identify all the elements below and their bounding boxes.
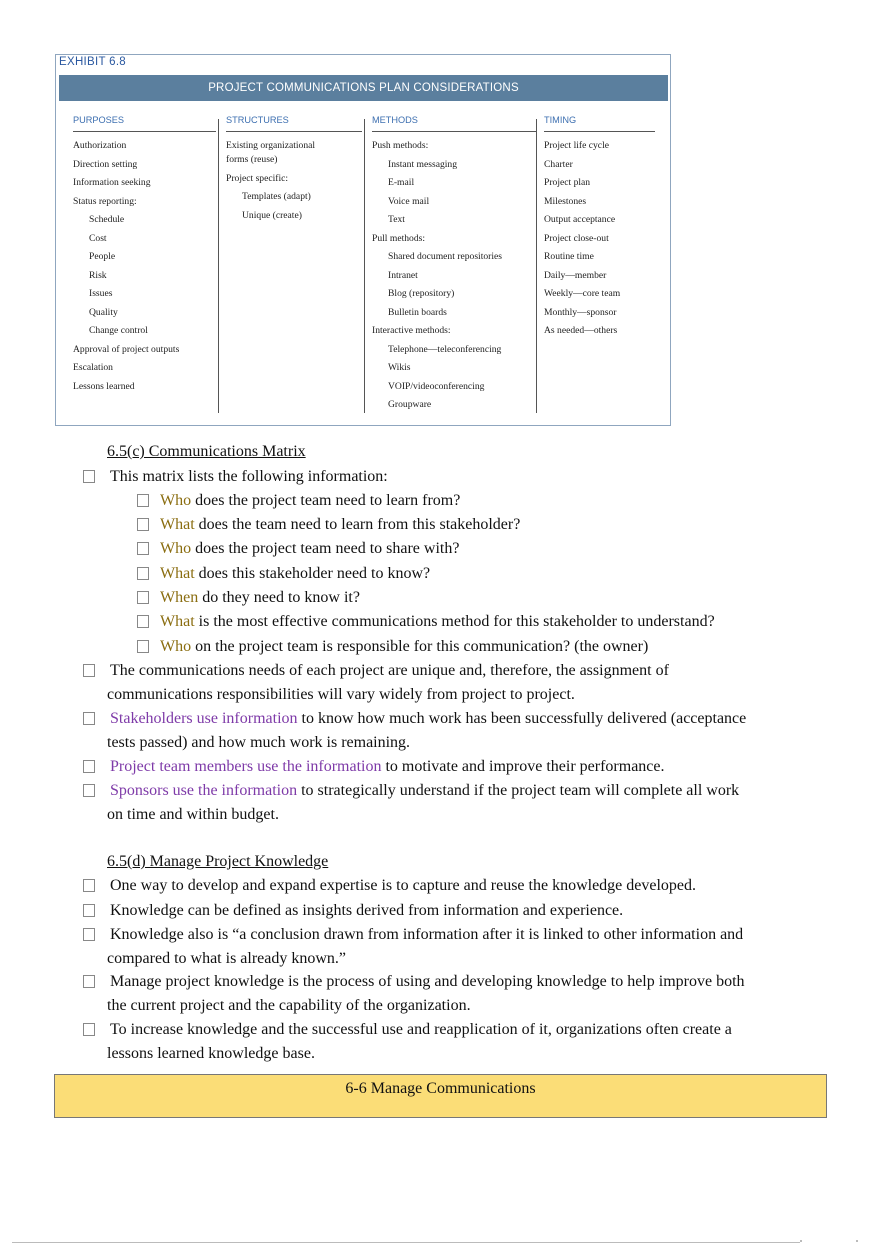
bullet-icon (83, 470, 95, 483)
paragraph-line: tests passed) and how much work is remaining. (107, 734, 411, 751)
structure-item: Unique (create) (242, 209, 302, 221)
question-text: do they need to know it? (198, 589, 360, 606)
footer-rule (12, 1242, 800, 1243)
section-heading-manage-project-knowledge: 6.5(d) Manage Project Knowledge (107, 853, 329, 870)
matrix-intro: This matrix lists the following information: (110, 468, 388, 485)
matrix-question (160, 564, 430, 583)
purpose-item: Information seeking (73, 177, 151, 188)
paragraph-line (110, 757, 665, 776)
purposes-header: PURPOSES (73, 115, 216, 132)
paragraph-line: Knowledge can be defined as insights derived from information and experience. (110, 902, 624, 919)
highlight-phrase: Project team members use the information (110, 758, 382, 775)
column-divider (536, 119, 537, 413)
method-item: Shared document repositories (388, 251, 503, 262)
bullet-icon (83, 928, 95, 941)
section-heading-communications-matrix: 6.5(c) Communications Matrix (107, 443, 306, 460)
exhibit-label: EXHIBIT 6.8 (59, 56, 127, 68)
method-item: Blog (repository) (388, 288, 455, 299)
paragraph-text: to know how much work has been successfully delivered (acceptance (297, 710, 747, 727)
structure-item: forms (reuse) (226, 154, 278, 165)
paragraph-line: on time and within budget. (107, 806, 279, 823)
bullet-icon (137, 542, 149, 555)
paragraph-line: communications responsibilities will vary widely from project to project. (107, 686, 575, 703)
purpose-item: Quality (89, 306, 118, 318)
method-item: Push methods: (372, 140, 429, 151)
question-text: on the project team is responsible for this communication? (the owner) (191, 638, 649, 655)
method-item: Instant messaging (388, 158, 458, 170)
bullet-icon (137, 615, 149, 628)
purpose-item: Risk (89, 269, 107, 281)
purpose-item: Cost (89, 232, 107, 244)
method-item: Interactive methods: (372, 325, 451, 336)
paragraph-text: to motivate and improve their performance. (381, 758, 665, 775)
methods-header: METHODS (372, 115, 536, 132)
timing-item: Charter (544, 158, 573, 170)
paragraph-line: Knowledge also is “a conclusion drawn from information after it is linked to other information and (110, 926, 744, 943)
method-item: Pull methods: (372, 232, 426, 244)
purpose-item: Authorization (73, 140, 127, 151)
question-text: does the project team need to share with? (191, 540, 460, 557)
paragraph-line: Manage project knowledge is the process of using and developing knowledge to help improve both (110, 973, 745, 990)
purpose-item: Issues (89, 288, 113, 299)
method-item: Text (388, 214, 405, 225)
highlight-phrase: Sponsors use the information (110, 782, 298, 799)
question-text: does the team need to learn from this stakeholder? (194, 516, 521, 533)
method-item: Intranet (388, 269, 418, 281)
bullet-icon (137, 567, 149, 580)
matrix-question (160, 637, 648, 656)
footer-dot (856, 1240, 858, 1242)
method-item: Telephone—teleconferencing (388, 343, 502, 355)
exhibit-title: PROJECT COMMUNICATIONS PLAN CONSIDERATIONS (59, 75, 668, 101)
purpose-item: Schedule (89, 214, 125, 225)
paragraph-text: to strategically understand if the project team will complete all work (297, 782, 740, 799)
purpose-item: Change control (89, 325, 148, 336)
bullet-icon (137, 591, 149, 604)
column-divider (218, 119, 219, 413)
method-item: Voice mail (388, 195, 430, 207)
structures-header: STRUCTURES (226, 115, 362, 132)
structure-item: Templates (adapt) (242, 191, 311, 202)
timing-column (544, 115, 655, 343)
timing-item: Output acceptance (544, 214, 616, 225)
timing-item: Project plan (544, 177, 591, 188)
method-item: Groupware (388, 399, 432, 410)
bullet-icon (83, 664, 95, 677)
question-text: does this stakeholder need to know? (194, 565, 431, 582)
matrix-question (160, 612, 715, 631)
exhibit-6-8-figure (55, 54, 671, 426)
purpose-item: Approval of project outputs (73, 343, 180, 355)
timing-item: As needed—others (544, 325, 618, 336)
matrix-question (160, 515, 520, 534)
structure-item: Project specific: (226, 172, 289, 184)
question-keyword: Who (160, 492, 192, 509)
section-banner: 6-6 Manage Communications (54, 1074, 827, 1118)
question-keyword: Who (160, 638, 192, 655)
bullet-icon (83, 975, 95, 988)
bullet-icon (83, 904, 95, 917)
paragraph-line (110, 709, 746, 728)
purpose-item: People (89, 251, 116, 262)
column-divider (364, 119, 365, 413)
method-item: Wikis (388, 362, 411, 373)
bullet-icon (83, 1023, 95, 1036)
method-item: E-mail (388, 177, 415, 188)
paragraph-line: the current project and the capability of the organization. (107, 997, 471, 1014)
paragraph-line (110, 781, 739, 800)
question-keyword: When (160, 589, 199, 606)
question-text: does the project team need to learn from? (191, 492, 461, 509)
paragraph-line: lessons learned knowledge base. (107, 1045, 315, 1062)
paragraph-line: To increase knowledge and the successful use and reapplication of it, organizations often create a (110, 1021, 732, 1038)
methods-column (372, 115, 536, 417)
bullet-icon (83, 712, 95, 725)
method-item: Bulletin boards (388, 306, 447, 318)
timing-item: Project life cycle (544, 140, 609, 151)
paragraph-line: The communications needs of each project are unique and, therefore, the assignment of (110, 662, 669, 679)
timing-header: TIMING (544, 115, 655, 132)
paragraph-line: compared to what is already known.” (107, 950, 347, 967)
purpose-item: Direction setting (73, 158, 138, 170)
question-keyword: What (160, 516, 195, 533)
bullet-icon (137, 640, 149, 653)
matrix-question (160, 539, 459, 558)
timing-item: Daily—member (544, 269, 607, 281)
matrix-question (160, 588, 360, 607)
timing-item: Project close-out (544, 232, 609, 244)
timing-item: Monthly—sponsor (544, 306, 617, 318)
bullet-icon (137, 518, 149, 531)
timing-item: Routine time (544, 251, 594, 262)
bullet-icon (83, 760, 95, 773)
method-item: VOIP/videoconferencing (388, 380, 485, 392)
matrix-question (160, 491, 460, 510)
question-keyword: Who (160, 540, 192, 557)
purpose-item: Lessons learned (73, 380, 135, 392)
purposes-column (73, 115, 216, 398)
purpose-item: Status reporting: (73, 195, 137, 207)
question-text: is the most effective communications method for this stakeholder to understand? (194, 613, 715, 630)
purpose-item: Escalation (73, 362, 113, 373)
timing-item: Milestones (544, 195, 587, 207)
bullet-icon (83, 784, 95, 797)
bullet-icon (83, 879, 95, 892)
timing-item: Weekly—core team (544, 288, 621, 299)
structure-item: Existing organizational (226, 140, 316, 151)
bullet-icon (137, 494, 149, 507)
question-keyword: What (160, 565, 195, 582)
footer-dot (800, 1240, 802, 1242)
question-keyword: What (160, 613, 195, 630)
paragraph-line: One way to develop and expand expertise is to capture and reuse the knowledge developed. (110, 877, 697, 894)
highlight-phrase: Stakeholders use information (110, 710, 298, 727)
structures-column (226, 115, 362, 227)
